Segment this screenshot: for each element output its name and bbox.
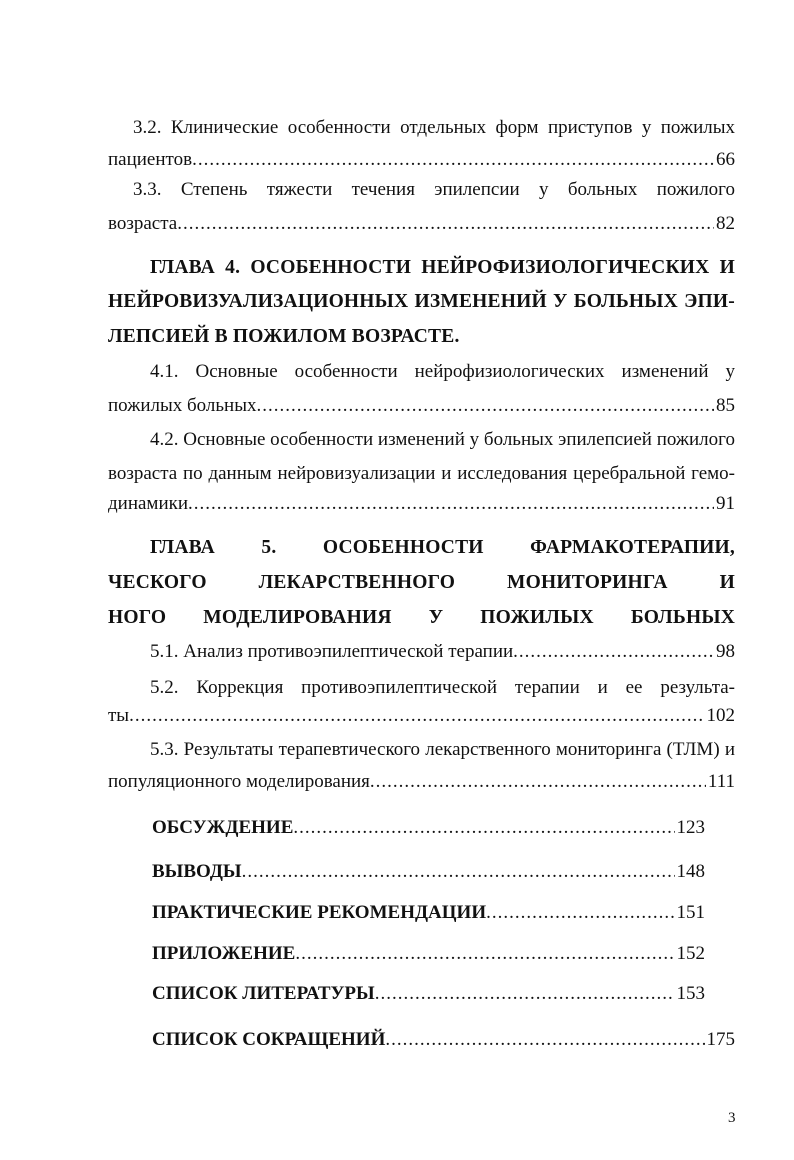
toc-entry-4-1[interactable] <box>108 393 735 419</box>
toc-page-number: 175 <box>706 1029 735 1050</box>
toc-entry-references[interactable] <box>152 981 705 1007</box>
leader-dots <box>293 815 674 841</box>
leader-dots <box>375 981 675 1007</box>
chapter-5-heading-line2: ЧЕСКОГО ЛЕКАРСТВЕННОГО МОНИТОРИНГА И <box>108 572 735 593</box>
toc-page-number: 85 <box>716 395 735 416</box>
toc-page-number: 111 <box>707 771 735 792</box>
toc-page-number: 91 <box>716 493 735 514</box>
toc-entry-text: пациентов <box>108 149 193 170</box>
toc-entry-text: 5.1. Анализ противоэпилептической терапии <box>150 641 514 662</box>
toc-entry-text: популяционного моделирования <box>108 771 370 792</box>
toc-entry-5-2-line1: 5.2. Коррекция противоэпилептической терапии и ее результа- <box>150 677 735 698</box>
toc-entry-3-3-line1: 3.3. Степень тяжести течения эпилепсии у больных пожилого <box>133 179 735 200</box>
chapter-4-heading-line3: ЛЕПСИЕЙ В ПОЖИЛОМ ВОЗРАСТЕ. <box>108 326 460 347</box>
toc-page-number: 148 <box>676 861 705 882</box>
chapter-4-heading-line1: ГЛАВА 4. ОСОБЕННОСТИ НЕЙРОФИЗИОЛОГИЧЕСКИХ И <box>150 257 735 278</box>
leader-dots <box>177 211 714 237</box>
toc-entry-text: ОБСУЖДЕНИЕ <box>152 817 294 838</box>
toc-page-number: 152 <box>676 943 705 964</box>
toc-page-number: 123 <box>676 817 705 838</box>
toc-entry-text: ПРАКТИЧЕСКИЕ РЕКОМЕНДАЦИИ <box>152 902 487 923</box>
chapter-5-heading-line3: НОГО МОДЕЛИРОВАНИЯ У ПОЖИЛЫХ БОЛЬНЫХ <box>108 607 735 628</box>
leader-dots <box>513 639 714 665</box>
toc-entry-text: пожилых больных <box>108 395 257 416</box>
leader-dots <box>188 491 714 517</box>
toc-entry-text: ты <box>108 705 130 726</box>
toc-entry-5-1[interactable] <box>150 639 735 665</box>
toc-page-number: 82 <box>716 213 735 234</box>
toc-entry-4-1-line1: 4.1. Основные особенности нейрофизиологических изменений у <box>150 361 735 382</box>
toc-entry-text: ВЫВОДЫ <box>152 861 242 882</box>
toc-entry-4-2-line2: возраста по данным нейровизуализации и исследования церебральной гемо- <box>108 463 735 484</box>
toc-entry-text: СПИСОК ЛИТЕРАТУРЫ <box>152 983 375 1004</box>
toc-page-number: 66 <box>716 149 735 170</box>
leader-dots <box>370 769 706 795</box>
toc-entry-4-2[interactable] <box>108 491 735 517</box>
toc-entry-conclusions[interactable] <box>152 859 705 885</box>
toc-entry-3-2-line1: 3.2. Клинические особенности отдельных форм приступов у пожилых <box>133 117 735 138</box>
toc-entry-discussion[interactable] <box>152 815 705 841</box>
toc-entry-text: СПИСОК СОКРАЩЕНИЙ <box>152 1029 386 1050</box>
leader-dots <box>385 1027 704 1053</box>
leader-dots <box>256 393 714 419</box>
toc-entry-5-3-line1: 5.3. Результаты терапевтического лекарственного мониторинга (ТЛМ) и <box>150 739 735 760</box>
page-number: 3 <box>728 1110 736 1126</box>
toc-page-number: 98 <box>716 641 735 662</box>
toc-entry-5-3[interactable] <box>108 769 735 795</box>
leader-dots <box>486 900 674 926</box>
toc-entry-3-2[interactable] <box>108 147 735 173</box>
leader-dots <box>129 703 704 729</box>
toc-entry-text: ПРИЛОЖЕНИЕ <box>152 943 296 964</box>
toc-entry-text: динамики <box>108 493 189 514</box>
chapter-5-heading-line1: ГЛАВА 5. ОСОБЕННОСТИ ФАРМАКОТЕРАПИИ, <box>150 537 735 558</box>
toc-page-number: 102 <box>706 705 735 726</box>
chapter-4-heading-line2: НЕЙРОВИЗУАЛИЗАЦИОННЫХ ИЗМЕНЕНИЙ У БОЛЬНЫХ ЭПИ- <box>108 291 735 312</box>
leader-dots <box>295 941 674 967</box>
toc-page-number: 151 <box>676 902 705 923</box>
toc-entry-appendix[interactable] <box>152 941 705 967</box>
toc-entry-3-3[interactable] <box>108 211 735 237</box>
toc-page-number: 153 <box>676 983 705 1004</box>
toc-entry-5-2[interactable] <box>108 703 735 729</box>
toc-entry-4-2-line1: 4.2. Основные особенности изменений у больных эпилепсией пожилого <box>150 429 735 450</box>
toc-entry-abbreviations[interactable] <box>152 1027 735 1053</box>
leader-dots <box>192 147 714 173</box>
toc-entry-recommendations[interactable] <box>152 900 705 926</box>
leader-dots <box>242 859 675 885</box>
toc-entry-text: возраста <box>108 213 178 234</box>
